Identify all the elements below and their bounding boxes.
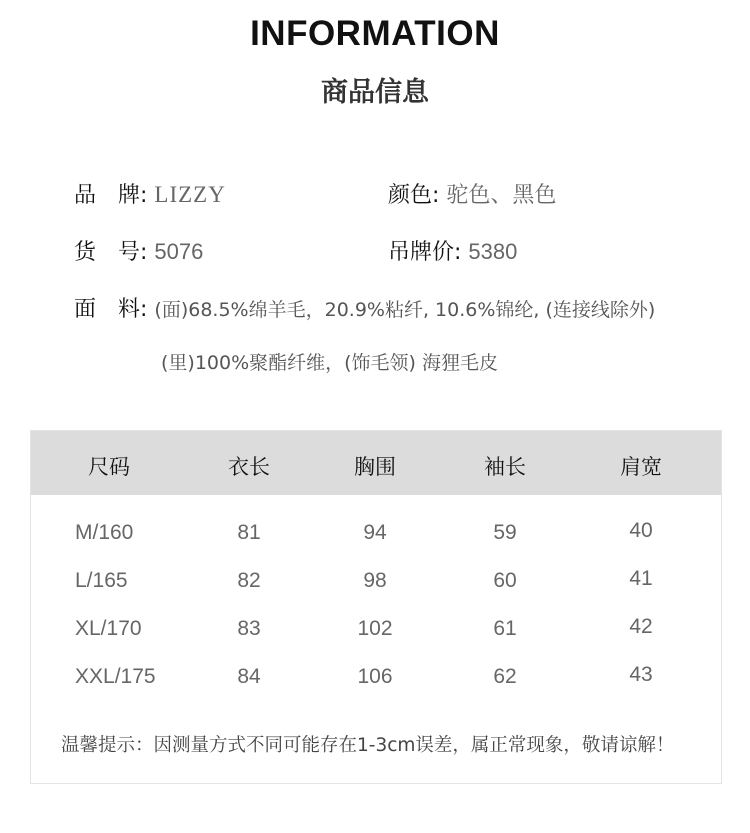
- table-cell-size: L/165: [75, 569, 128, 592]
- price-row: [388, 235, 517, 266]
- table-cell: 98: [363, 569, 387, 592]
- table-cell: 82: [237, 569, 261, 592]
- brand-label: 品 牌:: [74, 183, 148, 208]
- header-length: 衣长: [228, 455, 270, 479]
- header-size: 尺码: [88, 455, 130, 479]
- color-value: 驼色、黑色: [446, 183, 557, 208]
- table-cell: 40: [629, 519, 653, 542]
- table-cell: 81: [237, 521, 261, 544]
- color-row: [388, 178, 556, 209]
- table-cell: 83: [237, 617, 261, 640]
- material-row: [74, 292, 655, 323]
- page-title: INFORMATION: [250, 14, 500, 53]
- color-label: 颜色:: [388, 183, 440, 208]
- price-label: 吊牌价:: [388, 240, 462, 265]
- table-cell: 84: [237, 665, 261, 688]
- brand-value: LIZZY: [154, 182, 226, 207]
- price-value: 5380: [468, 239, 518, 264]
- table-cell: 42: [629, 615, 653, 638]
- header-chest: 胸围: [354, 455, 396, 479]
- measurement-note: 温馨提示：因测量方式不同可能存在1-3cm误差，属正常现象，敬请谅解！: [61, 735, 675, 756]
- material-label: 面 料:: [74, 297, 148, 322]
- sku-row: [74, 235, 203, 266]
- table-cell: 59: [493, 521, 517, 544]
- table-cell: 106: [357, 665, 393, 688]
- table-cell: 102: [357, 617, 393, 640]
- header-sleeve: 袖长: [484, 455, 526, 479]
- brand-row: [74, 178, 226, 209]
- sku-label: 货 号:: [74, 240, 148, 265]
- size-table-header: [31, 431, 721, 495]
- header-shoulder: 肩宽: [620, 455, 662, 479]
- material-line-2: (里)100%聚酯纤维，(饰毛领) 海狸毛皮: [161, 352, 499, 374]
- table-cell: 60: [493, 569, 517, 592]
- size-table: [30, 430, 722, 784]
- table-cell: 61: [493, 617, 517, 640]
- table-cell: 62: [493, 665, 517, 688]
- page-subtitle: 商品信息: [321, 77, 429, 108]
- table-cell: 41: [629, 567, 653, 590]
- material-line-1: (面)68.5%绵羊毛，20.9%粘纤, 10.6%锦纶, (连接线除外): [154, 299, 656, 321]
- sku-value: 5076: [154, 239, 204, 264]
- table-cell-size: XL/170: [75, 617, 142, 640]
- table-cell-size: XXL/175: [75, 665, 156, 688]
- table-cell: 94: [363, 521, 387, 544]
- table-cell-size: M/160: [75, 521, 134, 544]
- table-cell: 43: [629, 663, 653, 686]
